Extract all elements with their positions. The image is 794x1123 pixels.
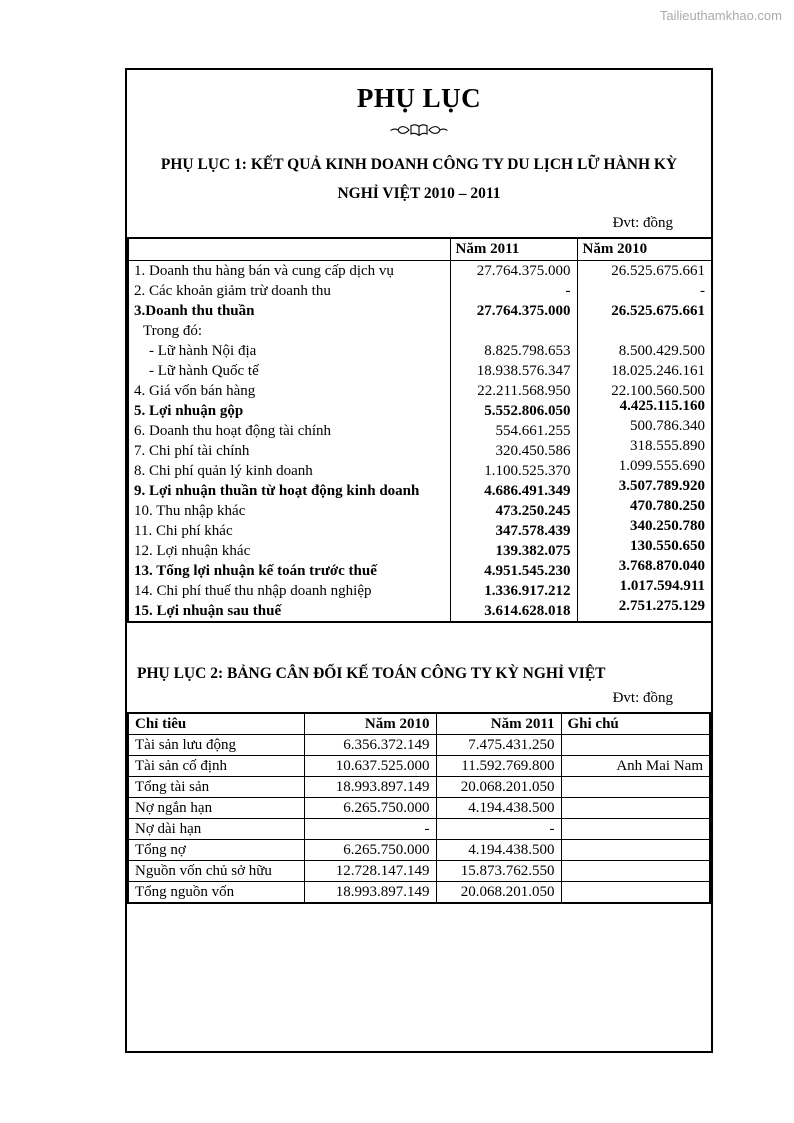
value-2011 [450,501,577,521]
row-label [128,261,450,282]
row-label-text: Nợ dài hạn [135,821,202,837]
value-2010-text: - [700,283,705,299]
row-label-text: 2. Các khoản giảm trừ doanh thu [134,283,331,299]
note-cell [561,819,710,840]
value-2010-text: 26.525.675.661 [611,263,705,279]
balance-sheet-table [127,712,711,904]
table-row [128,321,712,341]
value-2011 [450,521,577,541]
row-label-text: 11. Chi phí khác [134,523,233,539]
row-label [128,777,304,798]
value-2010 [304,798,436,819]
table-row [128,501,712,521]
row-label-text: 12. Lợi nhuận khác [134,543,251,559]
row-label [128,341,450,361]
note-cell [561,840,710,861]
row-label [128,561,450,581]
row-label-text: Tổng tài sản [135,779,210,795]
row-label-text: 8. Chi phí quản lý kinh doanh [134,463,313,479]
value-2010-text: 2.751.275.129 [618,598,705,614]
note-cell [561,861,710,882]
row-label-text: Trong đó: [143,323,203,339]
page-sheet [125,68,713,1053]
table-row [128,341,712,361]
note-cell [561,798,710,819]
value-2011 [436,882,561,904]
value-2011 [436,735,561,756]
value-2011-text: 347.578.439 [495,523,571,539]
table-row [128,481,712,501]
row-label [128,421,450,441]
value-2010-text: 18.025.246.161 [611,363,705,379]
row-label-text: Nguồn vốn chủ sở hữu [135,863,272,879]
value-2010 [577,281,712,301]
row-label [128,401,450,421]
table-row [128,301,712,321]
table-row [128,261,712,282]
value-2011-text: 3.614.628.018 [484,603,571,619]
table-row [128,735,710,756]
note-cell-text: Anh Mai Nam [616,758,703,774]
value-2011-text: 27.764.375.000 [476,303,571,319]
value-2011-text: 4.194.438.500 [468,800,555,816]
income-statement-body [128,261,712,623]
value-2010-text: 26.525.675.661 [611,303,705,319]
value-2011-text: 27.764.375.000 [476,263,571,279]
value-2010-text: 18.993.897.149 [335,779,430,795]
value-2011-text: 4.194.438.500 [468,842,555,858]
unit-label-2: Đvt: đồng [612,690,673,706]
header-empty [128,238,450,261]
row-label-text: 1. Doanh thu hàng bán và cung cấp dịch vụ [134,263,394,279]
value-2010-text: - [424,821,430,837]
row-label-text: 5. Lợi nhuận gộp [134,403,244,419]
table-header-row [128,713,710,735]
header-ghi-chu: Ghi chú [561,713,710,735]
section1-heading-line1: PHỤ LỤC 1: KẾT QUẢ KINH DOANH CÔNG TY DU LỊCH LỮ HÀNH KỲ [160,156,678,173]
row-label [128,321,450,341]
header-chi-tieu: Chỉ tiêu [128,713,304,735]
book-ornament-icon [127,122,711,140]
header-nam-2010: Năm 2010 [304,713,436,735]
table-row [128,601,712,622]
value-2011-text: 20.068.201.050 [460,884,555,900]
value-2010-text: 340.250.780 [630,518,705,534]
value-2010-text: 18.993.897.149 [335,884,430,900]
table-row [128,281,712,301]
row-label [128,861,304,882]
value-2011 [436,840,561,861]
value-2011-text: 5.552.806.050 [484,403,571,419]
value-2011-text: 15.873.762.550 [460,863,555,879]
value-2010 [577,598,712,622]
table-row [128,819,710,840]
row-label [128,601,450,622]
row-label [128,798,304,819]
value-2011 [436,861,561,882]
open-book-icon [389,122,449,138]
value-2011 [436,819,561,840]
value-2010 [577,301,712,321]
value-2011-text: - [549,821,555,837]
table-row [128,421,712,441]
header-nam-2010: Năm 2010 [577,238,712,261]
value-2010-text: 6.265.750.000 [343,842,430,858]
row-label [128,481,450,501]
page-title: PHỤ LỤC [356,83,482,113]
value-2011 [436,798,561,819]
value-2011 [450,381,577,401]
unit-label-1: Đvt: đồng [612,215,673,231]
row-label-text: Tổng nợ [135,842,186,858]
row-label-text: Tài sản lưu động [135,737,237,753]
value-2011 [450,321,577,341]
value-2011 [450,261,577,282]
row-label [128,541,450,561]
value-2010-text: 10.637.525.000 [335,758,430,774]
value-2010 [304,819,436,840]
value-2011-text: 554.661.255 [495,423,571,439]
value-2010-text: 8.500.429.500 [618,343,705,359]
value-2011-text: 22.211.568.950 [477,383,571,399]
value-2011-text: 18.938.576.347 [476,363,571,379]
section1-heading-line2: NGHỈ VIỆT 2010 – 2011 [337,185,501,202]
row-label-text: 9. Lợi nhuận thuần từ hoạt động kinh doanh [134,483,420,499]
row-label [128,840,304,861]
value-2011-text: 4.686.491.349 [484,483,571,499]
row-label-text: 10. Thu nhập khác [134,503,246,519]
row-label [128,501,450,521]
income-statement-table [127,237,713,623]
value-2011 [436,756,561,777]
value-2011-text: 11.592.769.800 [461,758,555,774]
value-2011-text: 320.450.586 [495,443,571,459]
section2-heading: PHỤ LỤC 2: BẢNG CÂN ĐỐI KẾ TOÁN CÔNG TY KỲ NGHỈ VIỆT [137,665,606,682]
value-2010 [304,777,436,798]
table-row [128,401,712,421]
value-2011-text: 1.100.525.370 [484,463,571,479]
table-row [128,521,712,541]
watermark: Tailieuthamkhao.com [659,8,782,23]
value-2010-text: 6.356.372.149 [343,737,430,753]
value-2011 [450,561,577,581]
row-label [128,361,450,381]
value-2011-text: 473.250.245 [495,503,571,519]
note-cell [561,882,710,904]
table-row [128,777,710,798]
value-2011 [450,441,577,461]
value-2010 [304,840,436,861]
value-2010 [577,261,712,282]
row-label-text: 7. Chi phí tài chính [134,443,250,459]
row-label-text: - Lữ hành Nội địa [149,343,257,359]
value-2011 [450,601,577,622]
value-2011 [450,541,577,561]
row-label-text: 3.Doanh thu thuần [134,303,255,319]
value-2011 [450,461,577,481]
value-2011-text: 7.475.431.250 [468,737,555,753]
value-2010 [577,361,712,381]
row-label [128,521,450,541]
value-2010-text: 500.786.340 [630,418,705,434]
table-row [128,882,710,904]
row-label-text: Tổng nguồn vốn [135,884,235,900]
value-2011-text: - [565,283,571,299]
value-2010-text: 3.507.789.920 [618,478,705,494]
row-label [128,735,304,756]
table-row [128,840,710,861]
value-2010-text: 4.425.115.160 [619,398,705,414]
value-2011 [450,301,577,321]
header-nam-2011: Năm 2011 [450,238,577,261]
value-2010-text: 12.728.147.149 [335,863,430,879]
value-2011-text: 139.382.075 [495,543,571,559]
row-label-text: 4. Giá vốn bán hàng [134,383,256,399]
value-2011 [450,581,577,601]
value-2010-text: 470.780.250 [630,498,705,514]
note-cell [561,777,710,798]
value-2010-text: 22.100.560.500 [611,383,705,399]
value-2011-text: 4.951.545.230 [484,563,571,579]
row-label-text: 15. Lợi nhuận sau thuế [134,603,282,619]
row-label [128,756,304,777]
table-row [128,361,712,381]
value-2011-text: 20.068.201.050 [460,779,555,795]
header-nam-2011: Năm 2011 [436,713,561,735]
value-2011 [436,777,561,798]
value-2011 [450,481,577,501]
note-cell [561,756,710,777]
row-label [128,461,450,481]
table-row [128,861,710,882]
row-label [128,441,450,461]
value-2011 [450,281,577,301]
row-label-text: Tài sản cố định [135,758,228,774]
row-label [128,301,450,321]
value-2010 [304,882,436,904]
row-label [128,581,450,601]
row-label-text: 6. Doanh thu hoạt động tài chính [134,423,332,439]
row-label [128,381,450,401]
row-label [128,281,450,301]
value-2010 [577,321,712,341]
value-2011 [450,421,577,441]
value-2011 [450,361,577,381]
row-label-text: 14. Chi phí thuế thu nhập doanh nghiệp [134,583,372,599]
value-2011-text: 1.336.917.212 [484,583,571,599]
section1-heading [127,150,711,208]
value-2010 [304,735,436,756]
value-2010-text: 1.099.555.690 [618,458,705,474]
value-2010-text: 6.265.750.000 [343,800,430,816]
row-label-text: - Lữ hành Quốc tế [149,363,259,379]
note-cell [561,735,710,756]
value-2010 [304,861,436,882]
value-2010-text: 318.555.890 [630,438,705,454]
value-2011 [450,401,577,421]
balance-sheet-body [128,735,710,904]
table-row [128,756,710,777]
value-2010-text: 3.768.870.040 [618,558,705,574]
table-row [128,798,710,819]
table-header-row [128,238,712,261]
row-label-text: Nợ ngắn hạn [135,800,213,816]
value-2011-text: 8.825.798.653 [484,343,571,359]
value-2010-text: 130.550.650 [630,538,705,554]
value-2011 [450,341,577,361]
value-2010 [304,756,436,777]
value-2010-text: 1.017.594.911 [619,578,705,594]
row-label-text: 13. Tổng lợi nhuận kế toán trước thuế [134,563,377,579]
value-2010 [577,341,712,361]
row-label [128,882,304,904]
row-label [128,819,304,840]
